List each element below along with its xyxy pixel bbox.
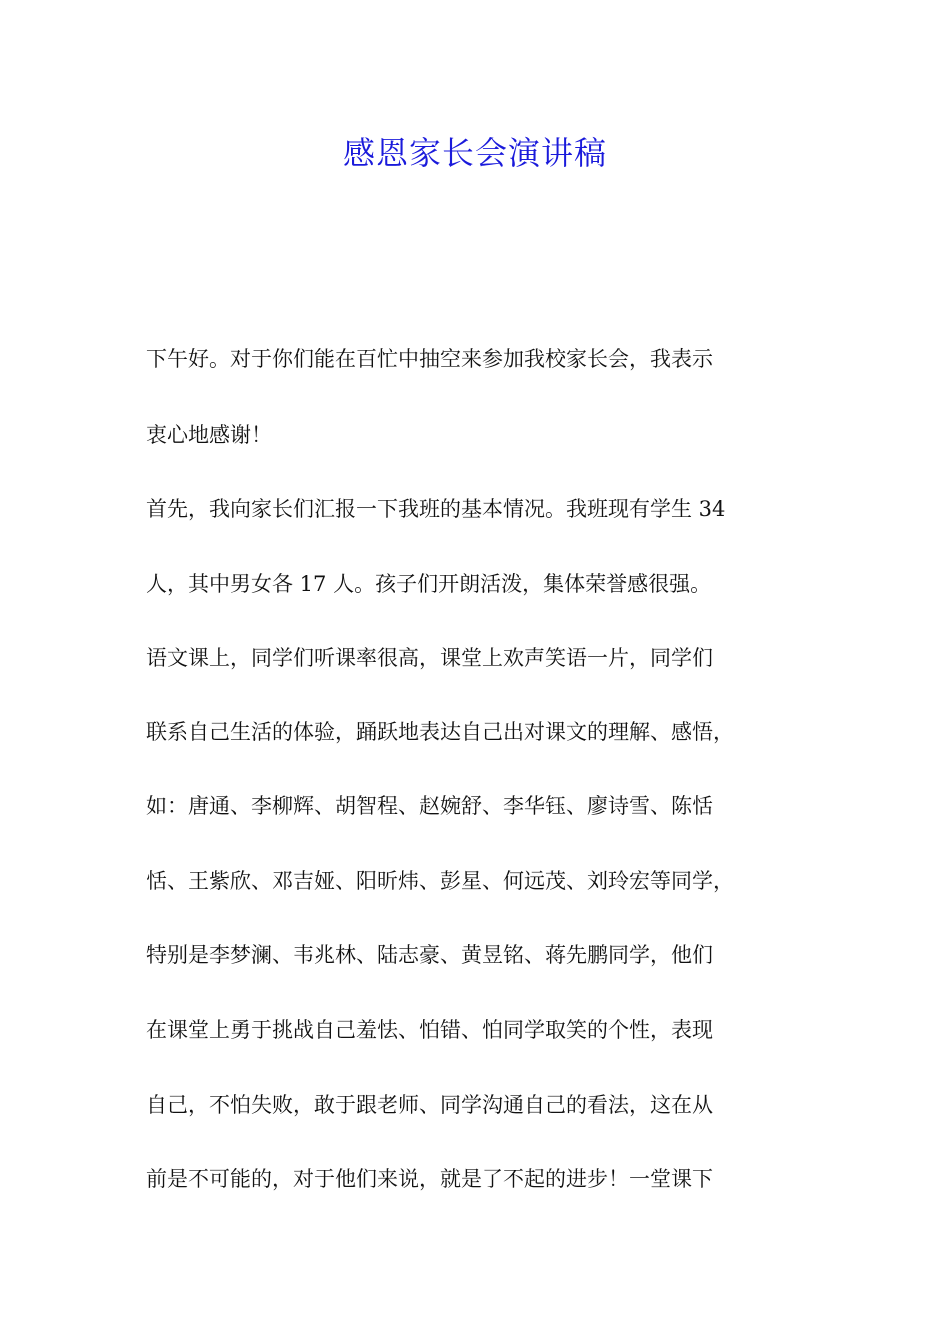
body-line: 语文课上，同学们听课率很高，课堂上欢声笑语一片，同学们	[146, 646, 713, 670]
body-line: 自己，不怕失败，敢于跟老师、同学沟通自己的看法，这在从	[146, 1093, 713, 1117]
body-line: 人，其中男女各 17 人。孩子们开朗活泼，集体荣誉感很强。	[146, 572, 712, 596]
body-line: 首先，我向家长们汇报一下我班的基本情况。我班现有学生 34	[146, 497, 726, 521]
body-line: 前是不可能的，对于他们来说，就是了不起的进步！一堂课下	[146, 1167, 713, 1191]
document-title: 感恩家长会演讲稿	[342, 134, 607, 172]
body-line: 衷心地感谢！	[146, 423, 272, 447]
body-line: 下午好。对于你们能在百忙中抽空来参加我校家长会，我表示	[146, 347, 713, 371]
body-line: 如：唐通、李柳辉、胡智程、赵婉舒、李华钰、廖诗雪、陈恬	[146, 794, 713, 818]
body-line: 在课堂上勇于挑战自己羞怯、怕错、怕同学取笑的个性，表现	[146, 1018, 713, 1042]
body-line: 联系自己生活的体验，踊跃地表达自己出对课文的理解、感悟，	[146, 720, 734, 744]
body-line: 特别是李梦澜、韦兆林、陆志豪、黄昱铭、蒋先鹏同学，他们	[146, 943, 713, 967]
body-line: 恬、王紫欣、邓吉娅、阳昕炜、彭星、何远茂、刘玲宏等同学，	[146, 869, 734, 893]
